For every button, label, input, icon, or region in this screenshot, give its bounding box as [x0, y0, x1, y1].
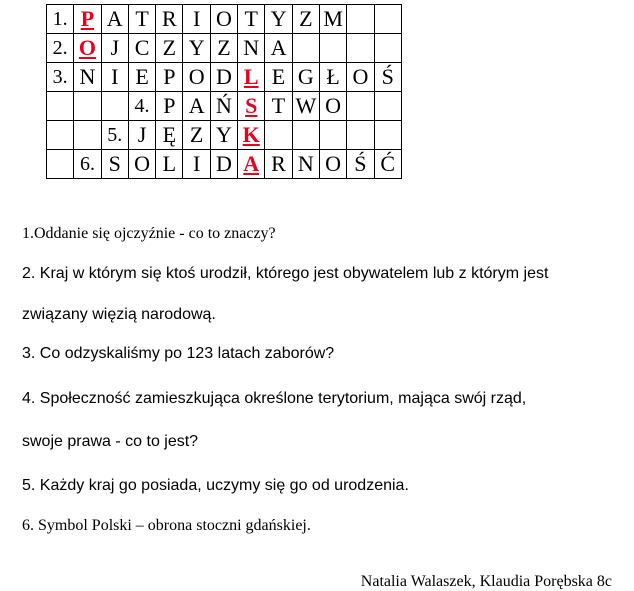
empty-cell	[292, 34, 319, 63]
letter-cell: R	[156, 5, 183, 34]
letter-cell: I	[183, 150, 210, 179]
letter-cell: A	[101, 5, 128, 34]
password-letter-cell: S	[238, 92, 265, 121]
question-2-line-1: 2. Kraj w którym się ktoś urodził, którego jest obywatelem lub z którym jest	[22, 265, 549, 282]
empty-cell	[347, 92, 374, 121]
empty-cell	[347, 121, 374, 150]
empty-cell	[374, 34, 401, 63]
letter-cell: M	[319, 5, 346, 34]
question-4-line-2: swoje prawa - co to jest?	[22, 433, 199, 450]
crossword-row	[47, 34, 402, 63]
clue-number: 6.	[74, 150, 101, 179]
letter-cell: J	[101, 34, 128, 63]
question-2-line-2: związany więzią narodową.	[22, 306, 216, 323]
letter-cell: A	[183, 92, 210, 121]
letter-cell: Z	[183, 121, 210, 150]
crossword-grid	[46, 4, 402, 179]
question-6: 6. Symbol Polski – obrona stoczni gdańskiej.	[22, 517, 311, 534]
letter-cell: Y	[265, 5, 292, 34]
empty-cell	[347, 5, 374, 34]
letter-cell: Ę	[156, 121, 183, 150]
letter-cell: N	[238, 34, 265, 63]
letter-cell: P	[156, 63, 183, 92]
password-letter-cell: K	[238, 121, 265, 150]
empty-cell	[101, 92, 128, 121]
empty-cell	[47, 121, 74, 150]
question-4-line-1: 4. Społeczność zamieszkująca określone terytorium, mająca swój rząd,	[22, 390, 527, 407]
letter-cell: Ć	[374, 150, 401, 179]
letter-cell: D	[210, 63, 237, 92]
empty-cell	[74, 92, 101, 121]
letter-cell: N	[292, 150, 319, 179]
clue-number: 2.	[47, 34, 74, 63]
empty-cell	[374, 121, 401, 150]
crossword-row	[47, 121, 402, 150]
letter-cell: O	[347, 63, 374, 92]
letter-cell: L	[156, 150, 183, 179]
crossword-row	[47, 92, 402, 121]
letter-cell: P	[156, 92, 183, 121]
letter-cell: Z	[292, 5, 319, 34]
letter-cell: I	[183, 5, 210, 34]
letter-cell: Z	[210, 34, 237, 63]
question-1: 1.Oddanie się ojczyźnie - co to znaczy?	[22, 225, 276, 242]
letter-cell: Y	[210, 121, 237, 150]
letter-cell: O	[128, 150, 155, 179]
letter-cell: T	[238, 5, 265, 34]
letter-cell: O	[183, 63, 210, 92]
letter-cell: Z	[156, 34, 183, 63]
clue-number: 4.	[128, 92, 155, 121]
crossword-row	[47, 63, 402, 92]
letter-cell: E	[265, 63, 292, 92]
clue-number: 3.	[47, 63, 74, 92]
letter-cell: E	[128, 63, 155, 92]
letter-cell: N	[74, 63, 101, 92]
question-3: 3. Co odzyskaliśmy po 123 latach zaborów?	[22, 345, 335, 362]
password-letter-cell: L	[238, 63, 265, 92]
letter-cell: O	[319, 150, 346, 179]
letter-cell: Ś	[347, 150, 374, 179]
letter-cell: Y	[183, 34, 210, 63]
crossword-row	[47, 150, 402, 179]
empty-cell	[47, 92, 74, 121]
password-letter-cell: A	[238, 150, 265, 179]
letter-cell: D	[210, 150, 237, 179]
clue-number: 1.	[47, 5, 74, 34]
letter-cell: C	[128, 34, 155, 63]
empty-cell	[319, 121, 346, 150]
letter-cell: S	[101, 150, 128, 179]
authors-signature: Natalia Walaszek, Klaudia Porębska 8c	[360, 573, 612, 590]
password-letter-cell: P	[74, 5, 101, 34]
letter-cell: R	[265, 150, 292, 179]
letter-cell: T	[265, 92, 292, 121]
crossword-row	[47, 5, 402, 34]
letter-cell: I	[101, 63, 128, 92]
empty-cell	[265, 121, 292, 150]
letter-cell: Ł	[319, 63, 346, 92]
empty-cell	[292, 121, 319, 150]
empty-cell	[374, 92, 401, 121]
empty-cell	[319, 34, 346, 63]
password-letter-cell: O	[74, 34, 101, 63]
empty-cell	[47, 150, 74, 179]
letter-cell: J	[128, 121, 155, 150]
letter-cell: A	[265, 34, 292, 63]
letter-cell: Ń	[210, 92, 237, 121]
letter-cell: G	[292, 63, 319, 92]
empty-cell	[347, 34, 374, 63]
letter-cell: Ś	[374, 63, 401, 92]
empty-cell	[374, 5, 401, 34]
question-5: 5. Każdy kraj go posiada, uczymy się go od urodzenia.	[22, 477, 409, 494]
letter-cell: T	[128, 5, 155, 34]
empty-cell	[74, 121, 101, 150]
letter-cell: W	[292, 92, 319, 121]
clue-number: 5.	[101, 121, 128, 150]
letter-cell: O	[210, 5, 237, 34]
letter-cell: O	[319, 92, 346, 121]
